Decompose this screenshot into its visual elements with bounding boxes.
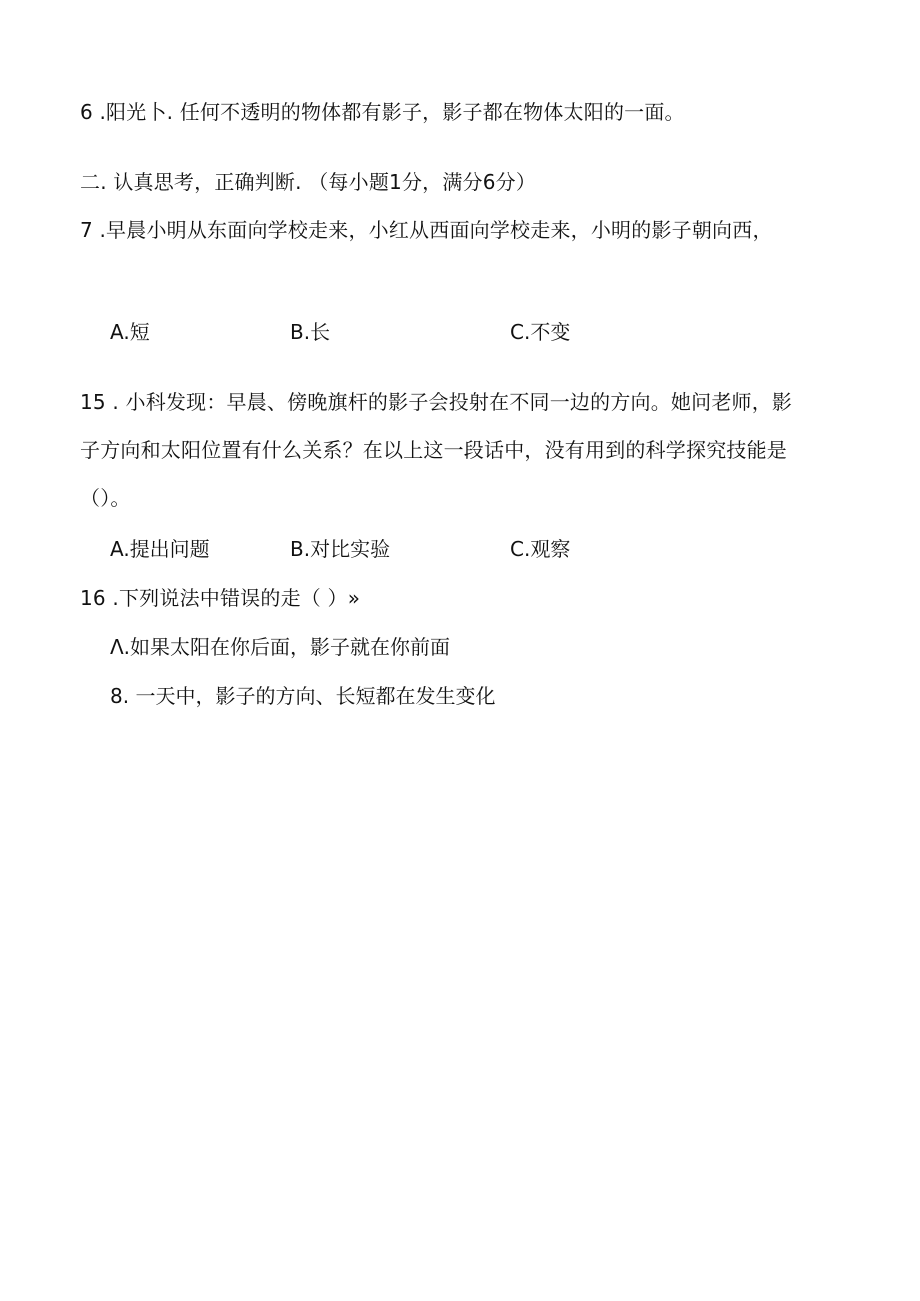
question-7-option-b: B.长 <box>290 320 331 344</box>
question-16-option-b: 8. 一天中，影子的方向、长短都在发生变化 <box>110 684 496 708</box>
question-15-line-1: 15 . 小科发现：早晨、傍晚旗杆的影子会投射在不同一边的方向。她问老师，影 <box>80 390 793 414</box>
question-16-option-a: Λ.如果太阳在你后面，影子就在你前面 <box>110 635 451 659</box>
question-16: 16 .下列说法中错误的走（ ）» <box>80 586 361 610</box>
section-2-heading: 二. 认真思考，正确判断. （每小题1分，满分6分） <box>80 170 537 194</box>
question-15-line-2: 子方向和太阳位置有什么关系？在以上这一段话中，没有用到的科学探究技能是 <box>80 438 787 462</box>
question-15-option-b: B.对比实验 <box>290 537 391 561</box>
question-6: 6 .阳光卜. 任何不透明的物体都有影子，影子都在物体太阳的一面。 <box>80 100 685 124</box>
question-15-option-c: C.观察 <box>510 537 571 561</box>
question-15-line-3: （）。 <box>80 486 131 510</box>
question-7-option-c: C.不变 <box>510 320 571 344</box>
question-7: 7 .早晨小明从东面向学校走来，小红从西面向学校走来，小明的影子朝向西， <box>80 218 773 242</box>
question-7-option-a: A.短 <box>110 320 150 344</box>
question-15-option-a: A.提出问题 <box>110 537 210 561</box>
